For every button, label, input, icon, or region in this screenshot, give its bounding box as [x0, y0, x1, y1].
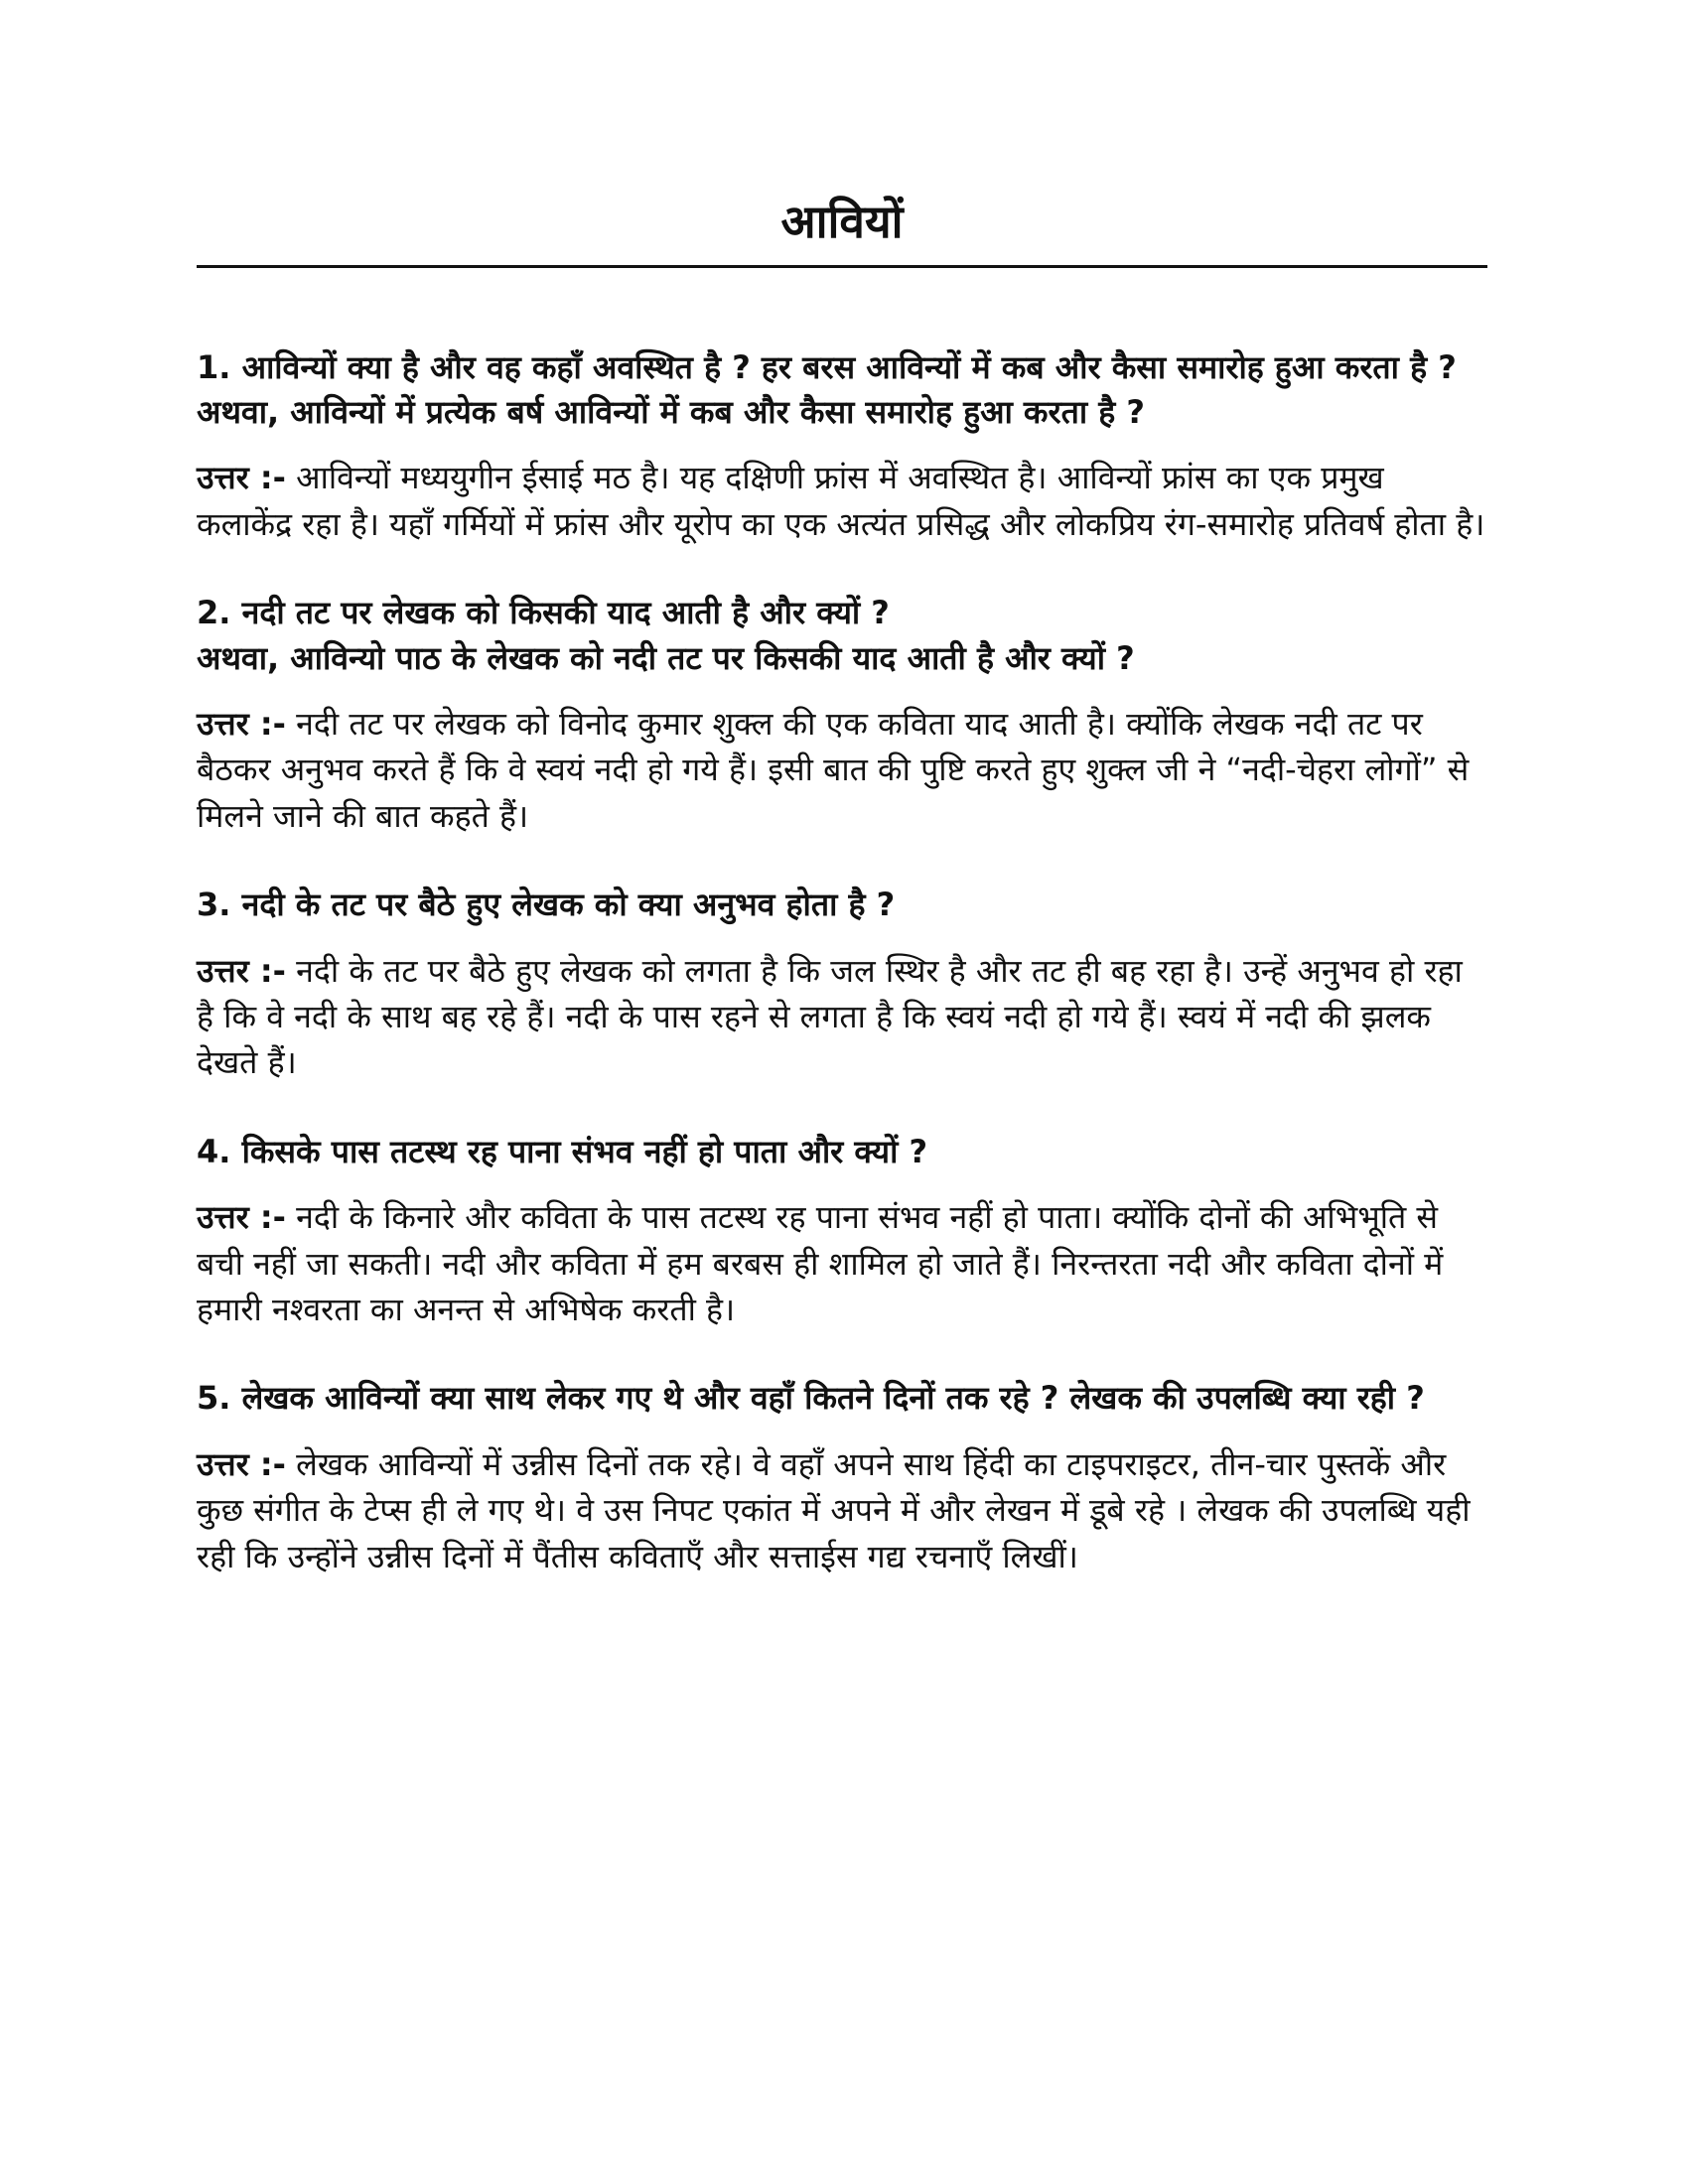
- answer-label: उत्तर :-: [197, 705, 286, 744]
- answer-text: आविन्यों मध्ययुगीन ईसाई मठ है। यह दक्षिणी फ्रांस में अवस्थित है। आविन्यों फ्रांस का एक प्रमुख कलाकेंद्र रहा है। यहाँ गर्मियों में फ्रांस और यूरोप का एक अत्यंत प्रसिद्ध और लोकप्रिय रंग-समारोह प्रतिवर्ष होता है।: [197, 459, 1485, 543]
- question-4: [197, 1130, 1487, 1174]
- qa-item-3: [197, 883, 1487, 1086]
- answer-label: उत्तर :-: [197, 1444, 286, 1483]
- question-3: [197, 883, 1487, 927]
- answer-4: [197, 1194, 1487, 1332]
- question-2: [197, 591, 1487, 681]
- answer-5: [197, 1441, 1487, 1579]
- qa-item-5: [197, 1376, 1487, 1579]
- question-5: [197, 1376, 1487, 1421]
- question-line: 3. नदी के तट पर बैठे हुए लेखक को क्या अनुभव होता है ?: [197, 886, 896, 924]
- question-line-alt: अथवा, आविन्यों में प्रत्येक बर्ष आविन्यों में कब और कैसा समारोह हुआ करता है ?: [197, 392, 1145, 431]
- qa-item-2: [197, 591, 1487, 839]
- answer-text: नदी तट पर लेखक को विनोद कुमार शुक्ल की एक कविता याद आती है। क्योंकि लेखक नदी तट पर बैठकर अनुभव करते हैं कि वे स्वयं नदी हो गये हैं। इसी बात की पुष्टि करते हुए शुक्ल जी ने “नदी-चेहरा लोगों” से मिलने जाने की बात कहते हैं।: [197, 705, 1470, 835]
- question-line-alt: अथवा, आविन्यो पाठ के लेखक को नदी तट पर किसकी याद आती है और क्यों ?: [197, 638, 1135, 677]
- answer-2: [197, 701, 1487, 839]
- answer-label: उत्तर :-: [197, 1198, 286, 1237]
- question-line: 5. लेखक आविन्यों क्या साथ लेकर गए थे और वहाँ कितने दिनों तक रहे ? लेखक की उपलब्धि क्या रही ?: [197, 1379, 1425, 1418]
- answer-3: [197, 948, 1487, 1086]
- page-title: आवियों: [780, 195, 904, 248]
- answer-label: उत्तर :-: [197, 951, 286, 990]
- answer-text: नदी के किनारे और कविता के पास तटस्थ रह पाना संभव नहीं हो पाता। क्योंकि दोनों की अभिभूति से बची नहीं जा सकती। नदी और कविता में हम बरबस ही शामिल हो जाते हैं। निरन्तरता नदी और कविता दोनों में हमारी नश्वरता का अनन्त से अभिषेक करती है।: [197, 1198, 1444, 1329]
- qa-list: [197, 345, 1487, 1580]
- question-1: [197, 345, 1487, 436]
- answer-text: लेखक आविन्यों में उन्नीस दिनों तक रहे। वे वहाँ अपने साथ हिंदी का टाइपराइटर, तीन-चार पुस्तकें और कुछ संगीत के टेप्स ही ले गए थे। वे उस निपट एकांत में अपने में और लेखन में डूबे रहे । लेखक की उपलब्धि यही रही कि उन्होंने उन्नीस दिनों में पैंतीस कविताएँ और सत्ताईस गद्य रचनाएँ लिखीं।: [197, 1444, 1471, 1575]
- answer-label: उत्तर :-: [197, 459, 286, 497]
- qa-item-1: [197, 345, 1487, 548]
- answer-text: नदी के तट पर बैठे हुए लेखक को लगता है कि जल स्थिर है और तट ही बह रहा है। उन्हें अनुभव हो रहा है कि वे नदी के साथ बह रहे हैं। नदी के पास रहने से लगता है कि स्वयं नदी हो गये हैं। स्वयं में नदी की झलक देखते हैं।: [197, 951, 1463, 1082]
- document-page: [197, 194, 1487, 1623]
- question-line: 1. आविन्यों क्या है और वह कहाँ अवस्थित है ? हर बरस आविन्यों में कब और कैसा समारोह हुआ करता है ?: [197, 347, 1457, 386]
- qa-item-4: [197, 1130, 1487, 1333]
- question-line: 2. नदी तट पर लेखक को किसकी याद आती है और क्यों ?: [197, 594, 890, 632]
- answer-1: [197, 455, 1487, 547]
- title-divider: [197, 265, 1487, 268]
- question-line: 4. किसके पास तटस्थ रह पाना संभव नहीं हो पाता और क्यों ?: [197, 1132, 928, 1170]
